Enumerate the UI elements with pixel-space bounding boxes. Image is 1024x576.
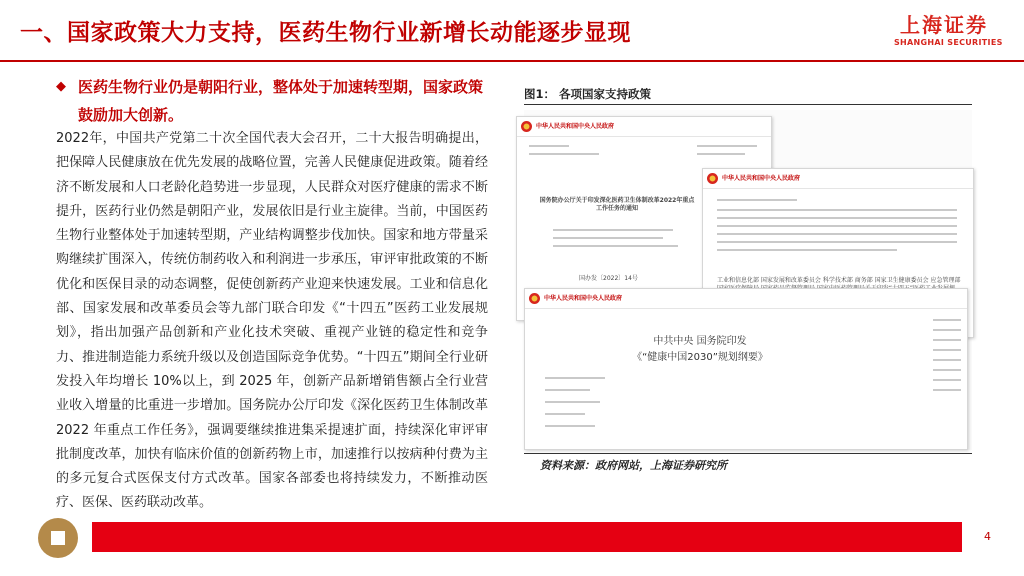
site-name: 中华人民共和国中央人民政府 <box>544 295 623 302</box>
document-title: 工业和信息化部 国家发展和改革委员会 科学技术部 商务部 国家卫生健康委员会 应急管理部 <box>717 277 961 284</box>
bullet-heading: 医药生物行业仍是朝阳行业，整体处于加速转型期，国家政策鼓励加大创新。 <box>78 78 484 124</box>
figure-caption: 图1： 各项国家支持政策 <box>524 87 652 101</box>
national-emblem-icon <box>521 121 532 132</box>
screenshot-header <box>525 289 967 309</box>
site-name: 中华人民共和国中央人民政府 <box>722 175 801 182</box>
national-emblem-icon <box>707 173 718 184</box>
bullet-heading-block <box>56 73 496 129</box>
national-emblem-icon <box>529 293 540 304</box>
screenshot-header <box>517 117 771 137</box>
brand-logo <box>894 13 1003 48</box>
logo-text-cn: 上海证券 <box>900 13 988 37</box>
page-title: 一、国家政策大力支持，医药生物行业新增长动能逐步显现 <box>20 20 631 46</box>
figure-image <box>524 110 972 450</box>
document-issuer: 中共中央 国务院印发 <box>653 336 747 347</box>
document-title: 国务院办公厅关于印发深化医药卫生体制改革2022年重点工作任务的通知 <box>539 197 695 212</box>
document-title: 《“健康中国2030”规划纲要》 <box>632 352 768 363</box>
diamond-bullet-icon: ◆ <box>56 79 66 94</box>
document-number: 国办发〔2022〕14号 <box>579 275 638 282</box>
figure-top-rule <box>524 104 972 105</box>
coin-logo-icon <box>38 518 78 558</box>
footer-bar <box>92 522 962 552</box>
site-name: 中华人民共和国中央人民政府 <box>536 123 615 130</box>
page-number: 4 <box>984 530 991 543</box>
logo-text-en: SHANGHAI SECURITIES <box>894 38 1003 47</box>
figure-bottom-rule <box>524 453 972 454</box>
body-paragraph: 2022年，中国共产党第二十次全国代表大会召开，二十大报告明确提出，把保障人民健康放在优先发展的战略位置，完善人民健康促进政策。随着经济不断发展和人口老龄化趋势进一步显现，人民群众对医疗健康的需求不断提升，医药行业仍然是朝阳产业，发展依旧是行业主旋律。当前，中国医药生物行业整体处于加速转型期，产业结构调整步伐加快。国家和地方带量采购继续扩围深入，传统仿制药收入和利润进一步承压，审评审批政策的不断优化和医保目录的动态调整，促使创新药产业迎来快速发展。工业和信息化部、国家发展和改革委员会等九部门联合印发《“十四五”医药工业发展规划》，指出加强产品创新和产业化技术突破、重视产业链的稳定性和竞争力、推进制造能力系统升级以及创造国际竞争优势。“十四五”期间全行业研发投入年均增长 10%以上，到 2025 年，创新产品新增销售额占全行业营业收入增量的比重进一步增加。国务院办公厅印发《深化医药卫生体制改革 2022 年重点工作任务》，强调要继续推进集采提速扩面，持续深化审评审批制度改革，加快有临床价值的创新药物上市，加速推行以按病种付费为主的多元复合式医保支付方式改革。国家各部委也将持续发力，不断推动医疗、医保、医药联动改革。 <box>56 131 488 511</box>
header-divider <box>0 60 1024 62</box>
figure-source: 资料来源：政府网站，上海证券研究所 <box>540 459 727 472</box>
screenshot-header <box>703 169 973 189</box>
policy-screenshot-3 <box>524 288 968 450</box>
